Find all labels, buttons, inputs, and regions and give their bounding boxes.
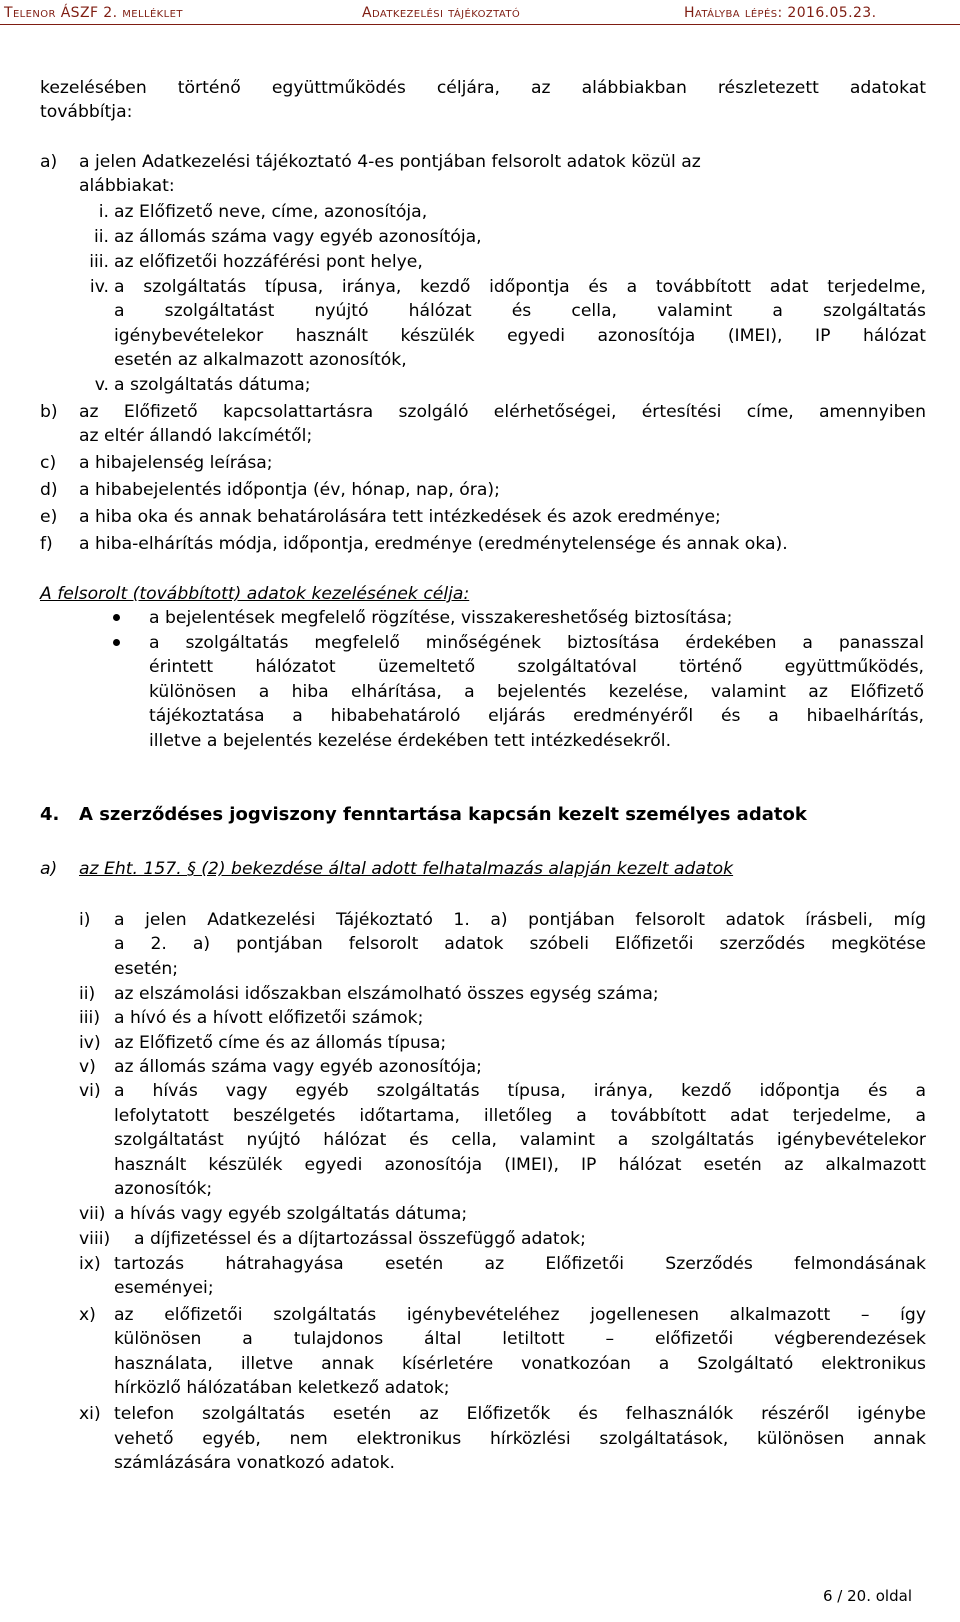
item-line: a hívó és a hívott előfizetői számok; xyxy=(114,1008,424,1028)
sub-a-marker: a) xyxy=(40,859,58,879)
header-right: Hatályba lépés: 2016.05.23. xyxy=(684,5,877,21)
item-marker: v) xyxy=(79,1057,96,1077)
roman-marker: ii. xyxy=(93,227,109,247)
item-marker: ii) xyxy=(79,984,96,1004)
item-line: a jelen Adatkezelési Tájékoztató 1. a) pontjában felsorolt adatok írásbeli, míg xyxy=(114,910,926,930)
bullet-dot xyxy=(113,639,120,646)
item-marker: x) xyxy=(79,1305,96,1325)
roman-line: az Előfizető neve, címe, azonosítója, xyxy=(114,202,428,222)
item-line: vehető egyéb, nem elektronikus hírközlési szolgáltatások, különösen annak xyxy=(114,1429,926,1449)
list-a-line-2: alábbiakat: xyxy=(79,176,175,196)
section-title: A szerződéses jogviszony fenntartása kapcsán kezelt személyes adatok xyxy=(79,804,807,825)
item-line: a hívás vagy egyéb szolgáltatás típusa, iránya, kezdő időpontja és a xyxy=(114,1081,926,1101)
item-marker: viii) xyxy=(79,1229,111,1249)
sub-a-title: az Eht. 157. § (2) bekezdése által adott felhatalmazás alapján kezelt adatok xyxy=(79,859,734,879)
item-line: eseményei; xyxy=(114,1278,214,1298)
item-line: hírközlő hálózatában keletkező adatok; xyxy=(114,1378,450,1398)
item-line: az előfizetői szolgáltatás igénybevételéhez jogellenesen alkalmazott – így xyxy=(114,1305,926,1325)
item-line: telefon szolgáltatás esetén az Előfizetők és felhasználók részéről igénybe xyxy=(114,1404,926,1424)
roman-marker: iv. xyxy=(89,277,109,297)
page-number: 6 / 20. oldal xyxy=(823,1587,912,1605)
bullet-line: érintett hálózatot üzemeltető szolgáltatóval történő együttműködés, xyxy=(149,657,924,677)
roman-line: igénybevételekor használt készülék egyedi azonosítója (IMEI), IP hálózat xyxy=(114,326,926,346)
list-a-marker: a) xyxy=(40,152,58,172)
item-marker: iii) xyxy=(79,1008,101,1028)
item-line: használt készülék egyedi azonosítója (IMEI), IP hálózat esetén az alkalmazott xyxy=(114,1155,926,1175)
header-left: Telenor ÁSZF 2. melléklet xyxy=(4,5,183,21)
intro-line-1: kezelésében történő együttműködés céljára, az alábbiakban részletezett adatokat xyxy=(40,78,926,98)
roman-marker: i. xyxy=(98,202,109,222)
item-line: esetén; xyxy=(114,959,179,979)
bullet-line: különösen a hiba elhárítása, a bejelentés kezelése, valamint az Előfizető xyxy=(149,682,924,702)
purpose-heading: A felsorolt (továbbított) adatok kezelésének célja: xyxy=(40,584,470,604)
roman-line: esetén az alkalmazott azonosítók, xyxy=(114,350,407,370)
item-line: szolgáltatást nyújtó hálózat és cella, valamint a szolgáltatás igénybevételekor xyxy=(114,1130,926,1150)
list-item-text: a hibajelenség leírása; xyxy=(79,453,273,473)
bullet-line: a bejelentések megfelelő rögzítése, visszakereshetőség biztosítása; xyxy=(149,608,733,628)
item-line: az Előfizető címe és az állomás típusa; xyxy=(114,1033,447,1053)
list-marker: c) xyxy=(40,453,57,473)
roman-marker: v. xyxy=(94,375,109,395)
item-line: különösen a tulajdonos által letiltott – előfizetői végberendezések xyxy=(114,1329,926,1349)
item-line: a 2. a) pontjában felsorolt adatok szóbeli Előfizetői szerződés megkötése xyxy=(114,934,926,954)
list-b-marker: b) xyxy=(40,402,58,422)
item-line: azonosítók; xyxy=(114,1179,213,1199)
item-line: számlázására vonatkozó adatok. xyxy=(114,1453,396,1473)
item-line: az elszámolási időszakban elszámolható összes egység száma; xyxy=(114,984,659,1004)
list-a-line-1: a jelen Adatkezelési tájékoztató 4-es pontjában felsorolt adatok közül az xyxy=(79,152,701,172)
item-marker: i) xyxy=(79,910,91,930)
roman-line: az állomás száma vagy egyéb azonosítója, xyxy=(114,227,482,247)
item-line: a hívás vagy egyéb szolgáltatás dátuma; xyxy=(114,1204,468,1224)
item-marker: vii) xyxy=(79,1204,106,1224)
bullet-line: illetve a bejelentés kezelése érdekében tett intézkedésekről. xyxy=(149,731,672,751)
list-item-text: a hiba oka és annak behatárolására tett intézkedések és azok eredménye; xyxy=(79,507,721,527)
bullet-line: a szolgáltatás megfelelő minőségének biztosítása érdekében a panasszal xyxy=(149,633,924,653)
roman-line: az előfizetői hozzáférési pont helye, xyxy=(114,252,423,272)
header-center: Adatkezelési tájékoztató xyxy=(362,5,521,21)
roman-line: a szolgáltatást nyújtó hálózat és cella, valamint a szolgáltatás xyxy=(114,301,926,321)
roman-line: a szolgáltatás dátuma; xyxy=(114,375,311,395)
item-line: a díjfizetéssel és a díjtartozással összefüggő adatok; xyxy=(134,1229,586,1249)
item-marker: ix) xyxy=(79,1254,101,1274)
list-marker: d) xyxy=(40,480,58,500)
page-header xyxy=(0,0,960,25)
list-b-line-2: az eltér állandó lakcímétől; xyxy=(79,426,313,446)
item-line: használata, illetve annak kísérletére vonatkozóan a Szolgáltató elektronikus xyxy=(114,1354,926,1374)
bullet-dot xyxy=(113,614,120,621)
item-line: az állomás száma vagy egyéb azonosítója; xyxy=(114,1057,482,1077)
section-number: 4. xyxy=(40,804,60,825)
list-marker: e) xyxy=(40,507,58,527)
list-marker: f) xyxy=(40,534,53,554)
list-b-line-1: az Előfizető kapcsolattartásra szolgáló elérhetőségei, értesítési címe, amennyiben xyxy=(79,402,926,422)
bullet-line: tájékoztatása a hibabehatároló eljárás eredményéről és a hibaelhárítás, xyxy=(149,706,924,726)
item-marker: vi) xyxy=(79,1081,101,1101)
roman-marker: iii. xyxy=(89,252,109,272)
item-line: tartozás hátrahagyása esetén az Előfizetői Szerződés felmondásának xyxy=(114,1254,926,1274)
roman-line: a szolgáltatás típusa, iránya, kezdő időpontja és a továbbított adat terjedelme, xyxy=(114,277,926,297)
item-marker: iv) xyxy=(79,1033,101,1053)
list-item-text: a hiba-elhárítás módja, időpontja, eredménye (eredménytelensége és annak oka). xyxy=(79,534,788,554)
item-line: lefolytatott beszélgetés időtartama, illetőleg a továbbított adat terjedelme, a xyxy=(114,1106,926,1126)
item-marker: xi) xyxy=(79,1404,101,1424)
intro-line-2: továbbítja: xyxy=(40,102,133,122)
list-item-text: a hibabejelentés időpontja (év, hónap, nap, óra); xyxy=(79,480,500,500)
